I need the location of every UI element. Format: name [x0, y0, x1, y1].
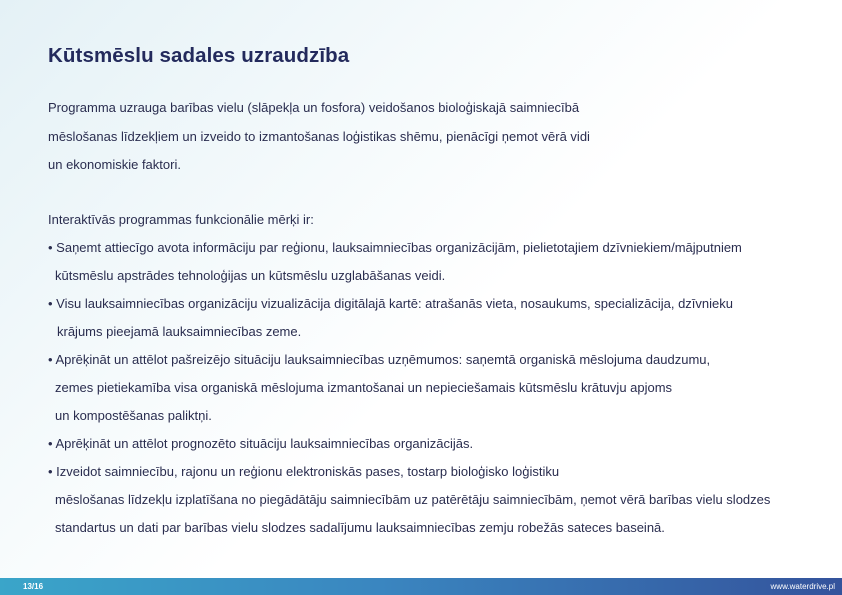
goals-section	[48, 206, 828, 542]
goal-item-1-continuation: kūtsmēslu apstrādes tehnoloģijas un kūtsmēslu uzglabāšanas veidi.	[55, 268, 446, 283]
page-title: Kūtsmēslu sadales uzraudzība	[48, 44, 350, 67]
goals-heading: Interaktīvās programmas funkcionālie mērķi ir:	[48, 212, 314, 227]
goal-item-1: • Saņemt attiecīgo avota informāciju par reģionu, lauksaimniecības organizācijām, pielietotajiem dzīvniekiem/mājputniem	[48, 240, 742, 255]
goal-item-5-continuation: standartus un dati par barības vielu slodzes sadalījumu lauksaimniecības zemju robežās sateces baseinā.	[55, 520, 665, 535]
goal-item-5: • Izveidot saimniecību, rajonu un reģionu elektroniskās pases, tostarp bioloģisko loģistiku	[48, 464, 560, 479]
goal-item-2-continuation: krājums pieejamā lauksaimniecības zeme.	[57, 324, 302, 339]
goal-item-2: • Visu lauksaimniecības organizāciju vizualizācija digitālajā kartē: atrašanās vieta, nosaukums, specializācija, dzīvnieku	[48, 296, 733, 311]
goal-item-3: • Aprēķināt un attēlot pašreizējo situāciju lauksaimniecības uzņēmumos: saņemtā organiskā mēslojuma daudzumu,	[48, 352, 711, 367]
goal-item-4: • Aprēķināt un attēlot prognozēto situāciju lauksaimniecības organizācijās.	[48, 436, 474, 451]
footer-bar	[0, 578, 842, 595]
website-url: www.waterdrive.pl	[770, 582, 835, 591]
intro-line: un ekonomiskie faktori.	[48, 157, 181, 172]
intro-line: mēslošanas līdzekļiem un izveido to izmantošanas loģistikas shēmu, pienācīgi ņemot vērā vidi	[48, 128, 590, 144]
goal-item-3-continuation: zemes pietiekamība visa organiskā mēslojuma izmantošanai un nepieciešamais kūtsmēslu krātuvju apjoms	[55, 380, 673, 395]
intro-line: Programma uzrauga barības vielu (slāpekļa un fosfora) veidošanos bioloģiskajā saimniecībā	[48, 100, 580, 115]
page-number: 13/16	[23, 582, 44, 591]
intro-paragraph	[48, 94, 808, 180]
goal-item-3-continuation: un kompostēšanas paliktņi.	[55, 408, 212, 423]
goal-item-5-continuation: mēslošanas līdzekļu izplatīšana no piegādātāju saimniecībām uz patērētāju saimniecībām, ņemot vērā barības vielu slodzes	[55, 492, 771, 507]
